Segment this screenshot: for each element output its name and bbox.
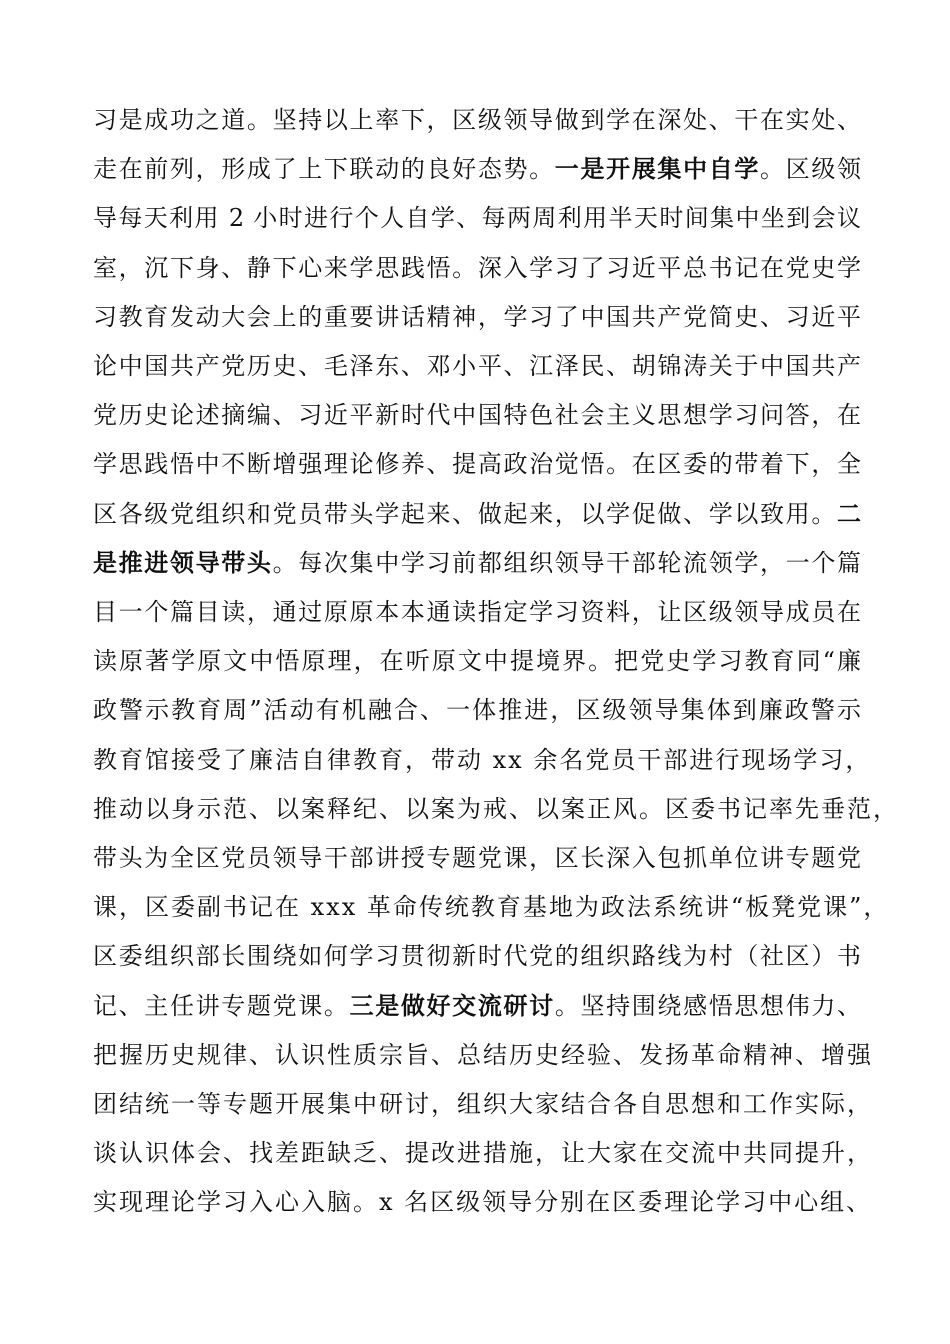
text-line [93, 641, 861, 681]
text-run: 推动以身示范、以案释纪、以案为戒、以案正风。区委书记率先垂范， [93, 794, 899, 823]
text-run: 记、主任讲专题党课。 [93, 991, 350, 1020]
text-line [93, 1133, 873, 1173]
text-line [93, 887, 889, 927]
text-line [93, 346, 861, 386]
text-run: 实现理论学习入心入脑。x 名区级领导分别在区委理论学习中心组、 [93, 1188, 873, 1217]
text-line [93, 936, 861, 976]
text-line [93, 395, 861, 435]
text-run: 团结统一等专题开展集中研讨，组织大家结合各自思想和工作实际， [93, 1090, 873, 1118]
text-run: 。坚持围绕感悟思想伟力、 [554, 991, 862, 1020]
text-run: 习教育发动大会上的重要讲话精神，学习了中国共产党简史、习近平 [93, 302, 861, 331]
text-run: 把握历史规律、认识性质宗旨、总结历史经验、发扬革命精神、增强 [93, 1040, 873, 1069]
text-run: 区委组织部长围绕如何学习贯彻新时代党的组织路线为村（社区）书 [93, 942, 861, 971]
text-run: 教育馆接受了廉洁自律教育，带动 xx 余名党员干部进行现场学习， [93, 745, 872, 774]
text-line [93, 543, 861, 583]
text-run: 。每次集中学习前都组织领导干部轮流领学，一个篇 [272, 548, 862, 577]
text-run: 论中国共产党历史、毛泽东、邓小平、江泽民、胡锦涛关于中国共产 [93, 352, 861, 380]
bold-heading-phrase: 是推进领导带头 [93, 547, 273, 577]
text-line [93, 1182, 872, 1222]
text-run: 读原著学原文中悟原理，在听原文中提境界。把党史学习教育同“廉 [93, 647, 861, 676]
text-line [93, 690, 861, 730]
text-line [93, 789, 899, 829]
text-run: 党历史论述摘编、习近平新时代中国特色社会主义思想学习问答，在 [93, 401, 861, 430]
text-line [93, 494, 861, 534]
text-run: 学思践悟中不断增强理论修养、提高政治觉悟。在区委的带着下，全 [93, 450, 861, 479]
text-line [93, 149, 861, 189]
text-line [93, 740, 871, 780]
text-run: 室，沉下身、静下心来学思践悟。深入学习了习近平总书记在党史学 [93, 253, 861, 282]
text-run: 走在前列，形成了上下联动的良好态势。 [93, 155, 555, 184]
text-line [93, 198, 861, 238]
text-run: 区各级党组织和党员带头学起来、做起来，以学促做、学以致用。 [93, 499, 837, 528]
bold-heading-phrase: 三是做好交流研讨 [349, 990, 555, 1020]
text-run: 习是成功之道。坚持以上率下，区级领导做到学在深处、干在实处、 [93, 106, 861, 134]
text-run: 政警示教育周”活动有机融合、一体推进，区级领导集体到廉政警示 [93, 696, 861, 725]
text-line [93, 986, 861, 1026]
text-line [93, 592, 861, 632]
text-line [93, 248, 861, 288]
bold-heading-phrase: 一是开展集中自学 [554, 154, 761, 184]
bold-heading-phrase: 二 [837, 498, 861, 528]
text-run: 带头为全区党员领导干部讲授专题党课，区长深入包抓单位讲专题党 [93, 844, 861, 872]
text-line [93, 297, 861, 337]
text-line [93, 444, 861, 484]
text-run: 课，区委副书记在 xxx 革命传统教育基地为政法系统讲“板凳党课”， [93, 893, 890, 922]
text-run: 导每天利用 2 小时进行个人自学、每两周利用半天时间集中坐到会议 [93, 204, 861, 233]
text-run: 。区级领 [760, 155, 862, 184]
text-line [93, 1035, 873, 1075]
text-run: 谈认识体会、找差距缺乏、提改进措施，让大家在交流中共同提升， [93, 1139, 873, 1168]
text-line [93, 100, 861, 140]
text-line [93, 1084, 873, 1124]
text-line [93, 838, 861, 878]
text-run: 目一个篇目读，通过原原本本通读指定学习资料，让区级领导成员在 [93, 598, 861, 626]
